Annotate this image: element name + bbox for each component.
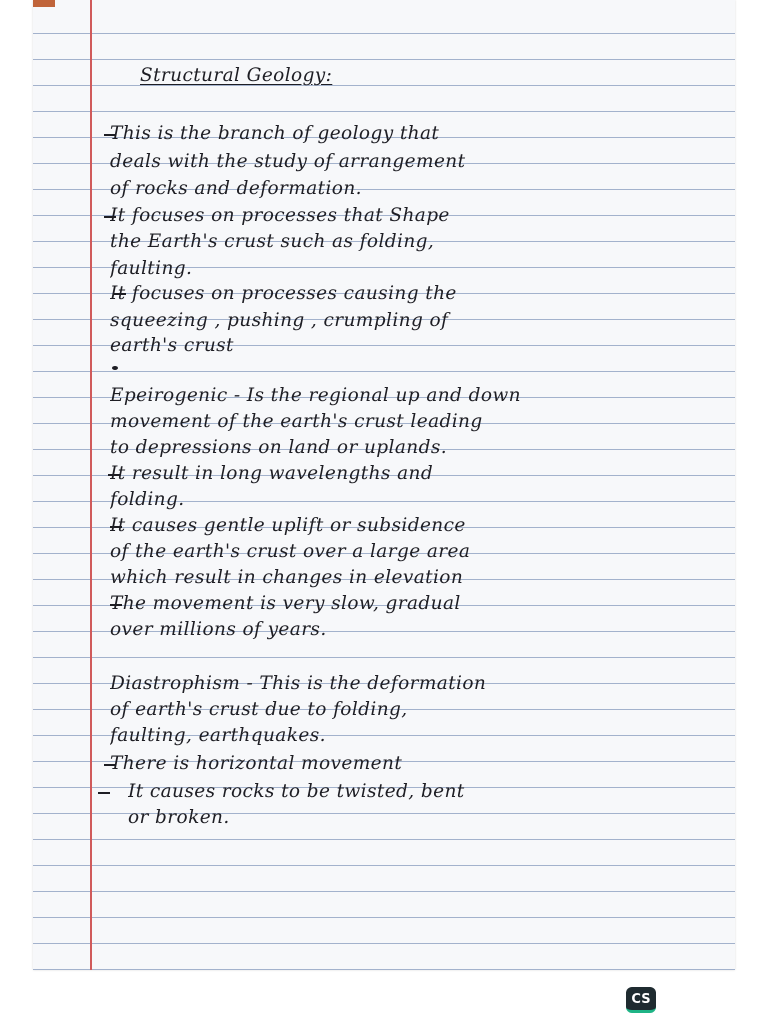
- text-line: of the earth's crust over a large area: [110, 541, 471, 562]
- text-line: It causes gentle uplift or subsidence: [110, 515, 466, 536]
- text-line: This is the branch of geology that: [110, 123, 440, 144]
- text-line: which result in changes in elevation: [110, 567, 464, 588]
- text-line: to depressions on land or uplands.: [110, 437, 448, 458]
- text-line: squeezing , pushing , crumpling of: [110, 310, 449, 331]
- text-line: movement of the earth's crust leading: [110, 411, 483, 432]
- text-line: Epeirogenic - Is the regional up and down: [110, 385, 521, 406]
- text-line: deals with the study of arrangement: [110, 151, 466, 172]
- text-line: the Earth's crust such as folding,: [110, 231, 435, 252]
- page-corner-tab: [33, 0, 55, 7]
- bullet-dot: [112, 366, 118, 370]
- text-line: Diastrophism - This is the deformation: [110, 673, 487, 694]
- text-line: earth's crust: [110, 335, 234, 356]
- text-line: faulting, earthquakes.: [110, 725, 326, 746]
- text-line: It focuses on processes that Shape: [110, 205, 450, 226]
- text-line: faulting.: [110, 258, 193, 279]
- camscanner-badge[interactable]: CS: [626, 987, 656, 1013]
- text-line: folding.: [110, 489, 185, 510]
- text-line: of rocks and deformation.: [110, 178, 362, 199]
- text-line: of earth's crust due to folding,: [110, 699, 408, 720]
- text-line: or broken.: [128, 807, 230, 828]
- text-line: The movement is very slow, gradual: [110, 593, 461, 614]
- text-line: There is horizontal movement: [110, 753, 403, 774]
- bullet-dash: [98, 792, 110, 794]
- text-line: It focuses on processes causing the: [110, 283, 457, 304]
- text-line: It result in long wavelengths and: [110, 463, 434, 484]
- text-line: It causes rocks to be twisted, bent: [128, 781, 465, 802]
- page-title: Structural Geology:: [140, 65, 333, 86]
- text-line: over millions of years.: [110, 619, 327, 640]
- margin-line: [90, 0, 92, 970]
